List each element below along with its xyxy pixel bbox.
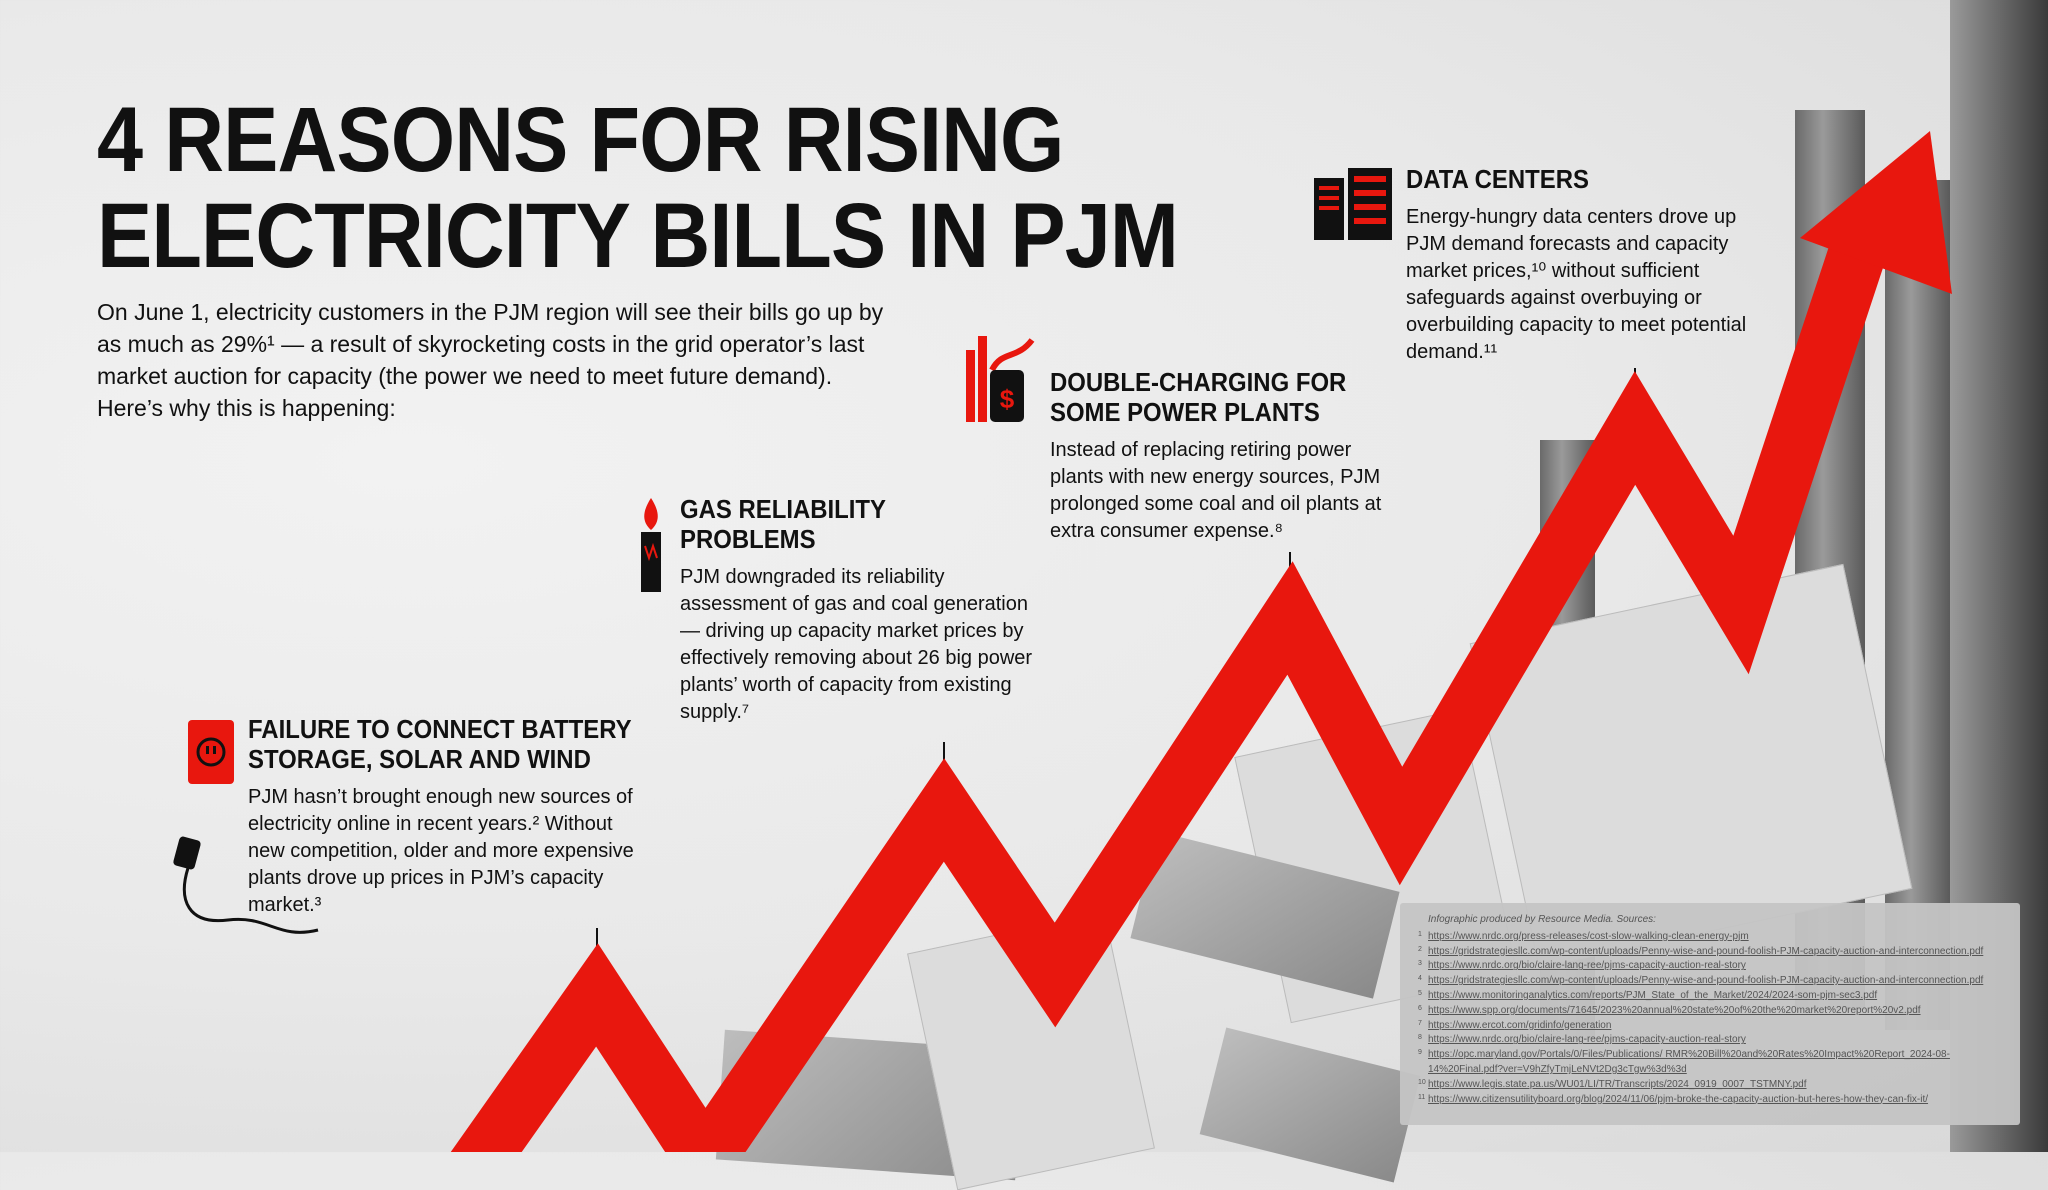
reason-heading [680, 494, 1011, 554]
reason-double-charging [1050, 367, 1390, 545]
intro-text: On June 1, electricity customers in the PJM region will see their bills go up by as much as 29%¹ — a result of skyrocketing costs in the grid operator’s last market auction for capacity (the power we need to meet future demand). Here’s why this is happening: [97, 299, 884, 421]
heading-line: GAS RELIABILITY [680, 494, 886, 524]
title-line: 4 REASONS FOR RISING [97, 89, 1064, 191]
sources-box [1400, 903, 2020, 1125]
heading-line: PROBLEMS [680, 524, 816, 554]
power-plant-dollar-icon [962, 330, 1052, 425]
page-title [97, 89, 1178, 287]
source-link[interactable]: 2 https://gridstrategiesllc.com/wp-content/uploads/Penny-wise-and-pound-foolish-PJM-capacity-auction-and-interconnection.pdf [1418, 945, 1984, 957]
heading-line: SOME POWER PLANTS [1050, 397, 1320, 427]
source-link[interactable]: 4 https://gridstrategiesllc.com/wp-content/uploads/Penny-wise-and-pound-foolish-PJM-capacity-auction-and-interconnection.pdf [1418, 975, 1984, 987]
source-link[interactable]: 5 https://www.monitoringanalytics.com/reports/PJM_State_of_the_Market/2024/2024-som-pjm-sec3.pdf [1418, 989, 1878, 1001]
heading-line: DOUBLE-CHARGING FOR [1050, 367, 1347, 397]
source-link[interactable]: 7 https://www.ercot.com/gridinfo/generation [1418, 1019, 1612, 1031]
source-link[interactable]: 6 https://www.spp.org/documents/71645/2023%20annual%20state%20of%20the%20market%20report%20v2.pdf [1418, 1004, 1921, 1016]
reason-body: Energy-hungry data centers drove up PJM demand forecasts and capacity market prices,¹⁰ without sufficient safeguards against overbuying or overbuilding capacity to meet potential demand.¹¹ [1406, 206, 1747, 363]
reason-body: PJM hasn’t brought enough new sources of electricity online in recent years.² Without new competition, older and more expensive plants drove up prices in PJM’s capacity market.³ [248, 786, 634, 916]
reason-heading [1406, 164, 1756, 194]
server-rack-icon [1312, 166, 1394, 242]
sources-heading: Infographic produced by Resource Media. Sources: [1428, 914, 1656, 925]
gas-flame-icon [636, 496, 666, 596]
source-link[interactable]: 9 https://opc.maryland.gov/Portals/0/Files/Publications/ RMR%20Bill%20and%20Rates%20Impact%20Report_2024-08-14%20Final.pdf?ver=V9hZfyTmjLeNVt2Dg3cTgw%3d%3d [1418, 1049, 1950, 1075]
reason-body: PJM downgraded its reliability assessment of gas and coal generation — driving up capacity market prices by effectively removing about 26 big power plants’ worth of capacity from existing supply.⁷ [680, 566, 1033, 723]
heading-line: FAILURE TO CONNECT BATTERY [248, 714, 632, 744]
reason-data-centers [1406, 164, 1786, 366]
reason-heading [248, 714, 634, 774]
battery-outlet-icon [188, 720, 234, 784]
reason-gas-reliability [680, 494, 1040, 726]
svg-text:$: $ [999, 384, 1015, 414]
reason-battery-storage [248, 714, 668, 919]
title-line: ELECTRICITY BILLS IN PJM [97, 185, 1178, 287]
source-link[interactable]: 1 https://www.nrdc.org/press-releases/cost-slow-walking-clean-energy-pjm [1418, 930, 1749, 942]
source-link[interactable]: 10 https://www.legis.state.pa.us/WU01/LI/TR/Transcripts/2024_0919_0007_TSTMNY.pdf [1418, 1078, 1807, 1090]
heading-line: STORAGE, SOLAR AND WIND [248, 744, 591, 774]
source-link[interactable]: 11 https://www.citizensutilityboard.org/blog/2024/11/06/pjm-broke-the-capacity-auction-but-heres-how-they-can-fix-it/ [1418, 1093, 1929, 1105]
source-link[interactable]: 3 https://www.nrdc.org/bio/claire-lang-ree/pjms-capacity-auction-real-story [1418, 960, 1746, 972]
source-link[interactable]: 8 https://www.nrdc.org/bio/claire-lang-ree/pjms-capacity-auction-real-story [1418, 1034, 1746, 1046]
reason-body: Instead of replacing retiring power plants with new energy sources, PJM prolonged some coal and oil plants at extra consumer expense.⁸ [1050, 439, 1382, 542]
heading-line: DATA CENTERS [1406, 164, 1589, 194]
reason-heading [1050, 367, 1363, 427]
